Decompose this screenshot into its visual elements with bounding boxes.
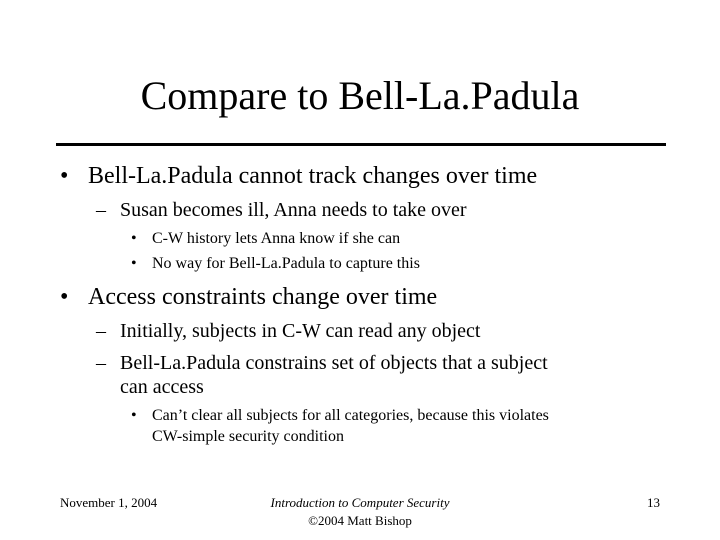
footer-course-title: Introduction to Computer Security bbox=[270, 495, 450, 510]
bullet-icon: • bbox=[60, 284, 69, 310]
bullet-icon: • bbox=[131, 407, 137, 424]
bullet-level2-text: Initially, subjects in C-W can read any object bbox=[120, 320, 481, 342]
footer-copyright: ©2004 Matt Bishop bbox=[308, 513, 412, 528]
slide-title: Compare to Bell-La.Padula bbox=[140, 73, 580, 118]
bullet-level2-text-continued: can access bbox=[120, 376, 204, 398]
page-number: 13 bbox=[647, 495, 660, 510]
footer-course bbox=[240, 494, 480, 530]
dash-icon: – bbox=[96, 199, 106, 221]
bullet-level3-text: No way for Bell-La.Padula to capture this bbox=[152, 255, 420, 272]
bullet-level3-text: C-W history lets Anna know if she can bbox=[152, 230, 401, 247]
bullet-level2-text: Susan becomes ill, Anna needs to take over bbox=[120, 199, 467, 221]
bullet-level1-text: Access constraints change over time bbox=[88, 284, 438, 310]
bullet-level2-text: Bell-La.Padula constrains set of objects that a subject bbox=[120, 352, 548, 374]
bullet-icon: • bbox=[131, 230, 137, 247]
bullet-icon: • bbox=[60, 163, 69, 189]
bullet-level3-text-continued: CW-simple security condition bbox=[152, 428, 344, 445]
footer-date: November 1, 2004 bbox=[60, 495, 158, 510]
title-divider bbox=[56, 143, 666, 146]
dash-icon: – bbox=[96, 320, 106, 342]
bullet-level3-text: Can’t clear all subjects for all categories, because this violates bbox=[152, 407, 549, 424]
dash-icon: – bbox=[96, 352, 106, 374]
bullet-level1-text: Bell-La.Padula cannot track changes over time bbox=[88, 163, 538, 189]
bullet-icon: • bbox=[131, 255, 137, 272]
